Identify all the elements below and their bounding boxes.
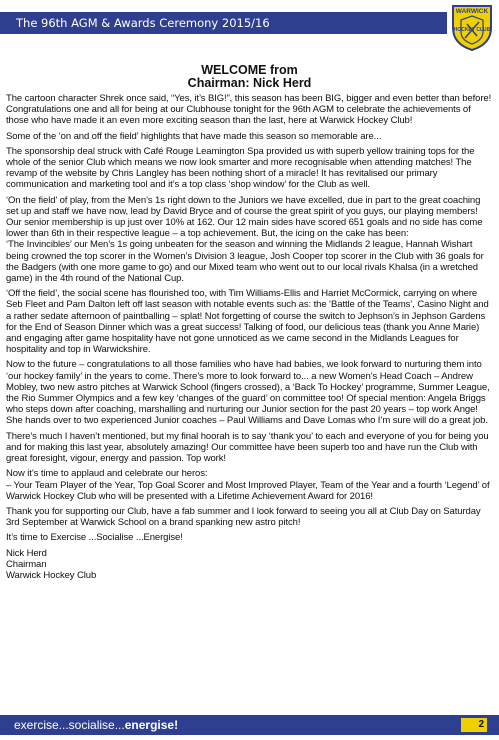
header-bar (0, 12, 447, 34)
paragraph-sponsorship: The sponsorship deal struck with Café Rouge Leamington Spa provided us with superb yellow training tops for the whole of the senior Club which means we now look smarter and more recognisable when attending matches! The revamp of the website by Chris Langley has been nothing short of a miracle! It has revitalised our primary communication and marketing tool and it’s a top class ‘shop window’ for the Club as well. (6, 145, 475, 191)
footer-bar (0, 715, 499, 735)
logo-text-bottom: HOCKEY CLUB (453, 27, 491, 33)
letter-body (6, 93, 495, 581)
paragraph-invincibles: ‘The Invincibles’ our Men’s 1s going unbeaten for the season and winning the Midlands 2 league, Hannah Wishart being crowned the top scorer in the Women’s Division 3 league, Josh Cooper top scorer in the Club with 36 goals for the Badgers (with one more game to go) and our Mixed team who went out to our local rivals Khalsa (in a wretched game) in the 4th round of the National Cup. (6, 239, 484, 285)
signoff (6, 548, 495, 582)
signoff-name: Nick Herd (6, 547, 47, 559)
paragraph-slogan: It’s time to Exercise ...Socialise ...Energise! (6, 532, 183, 544)
paragraph-future: Now to the future – congratulations to all those families who have had babies, we look forward to nurturing them into ‘our hockey family’ in the years to come. There’s more to look forward to... a new Women’s Head Coach – Andrew Mobley, two new astro pitches at Warwick School (fingers crossed), a ‘Back To Hockey’ programme, Summer League, the Rio Summer Olympics and a few key ‘changes of the guard’ on committee too! Of special mention: Angela Briggs who steps down after coaching, marshalling and nurturing our Junior section for the past 20 years – top work Ange! She hands over to two experienced Junior coaches – Paul Williams and Dave Lomas who I’m sure will do a great job. (6, 359, 490, 427)
paragraph-thanks: There’s much I haven’t mentioned, but my final hoorah is to say ‘thank you’ to each and everyone of you for being you and for making this last year, absolutely amazing! Our committee have been superb too and have run the Club with great foresight, vigour, energy and passion. Top work! (6, 430, 489, 465)
paragraph-intro: The cartoon character Shrek once said, “Yes, it’s BIG!”, this season has been BIG, bigger and even better than before! Congratulations one and all for being at our Clubhouse tonight for the 96th AGM to celebrate the achievements of those who have made it an even more exciting season than the last, here at Warwick Hockey Club! (6, 93, 492, 127)
footer-slogan-plain: exercise...socialise... (14, 718, 125, 732)
heading-line-1: WELCOME from (201, 63, 298, 77)
paragraph-awards: – Your Team Player of the Year, Top Goal Scorer and Most Improved Player, Team of the Year and a fourth ‘Legend’ of Warwick Hockey Club who will be presented with a Lifetime Achievement Award for 2016! (6, 479, 490, 502)
club-logo-crest (447, 0, 497, 52)
club-logo (447, 0, 497, 52)
paragraph-on-the-field: ‘On the field’ of play, from the Men’s 1s right down to the Juniors we have excelled, due in part to the great coaching set up and staff we have now, lead by David Bryce and of course the great spirit of you guys, our playing members! Our senior membership is up just over 10% at 162. Our 12 main sides have scored 651 goals and no side has come lower than 6th in their respective league – a top achievement. But, the icing on the cake has been: (6, 194, 483, 240)
page-number: 2 (461, 718, 487, 732)
paragraph-heros-intro: Now it’s time to applaud and celebrate our heros: (6, 468, 208, 480)
paragraph-off-the-field: ‘Off the field’, the social scene has flourished too, with Tim Williams-Ellis and Harriet McCormick, carrying on where Seb Fleet and Pam Dalton left off last season with notable events such as: the ‘Battle of the Teams’, Casino Night and a rather sedate afternoon of paintballing – splat! Not forgetting of course the switch to Jephson’s in Jephson Gardens for the End of Season Dinner which was a great success! Talking of food, our delicious teas (thank you Anne Marie) and engaging after game hospitality have not gone unnoticed as we came second in the Midlands Leagues for hospitality and top in Warwickshire. (6, 288, 489, 356)
paragraph-club-day: Thank you for supporting our Club, have a fab summer and I look forward to seeing you all at Club Day on Saturday 3rd September at Warwick School on a brand spanking new astro pitch! (6, 505, 481, 529)
logo-text-top: WARWICK (455, 8, 489, 15)
signoff-role: Chairman (6, 558, 47, 570)
paragraph-highlights: Some of the ‘on and off the field’ highlights that have made this season so memorable are... (6, 130, 382, 142)
letter-heading (0, 64, 499, 90)
heading-line-2: Chairman: Nick Herd (187, 76, 312, 90)
footer-slogan-bold: energise! (124, 718, 179, 732)
header-title: The 96th AGM & Awards Ceremony 2015/16 (16, 16, 270, 30)
signoff-club: Warwick Hockey Club (6, 569, 97, 581)
